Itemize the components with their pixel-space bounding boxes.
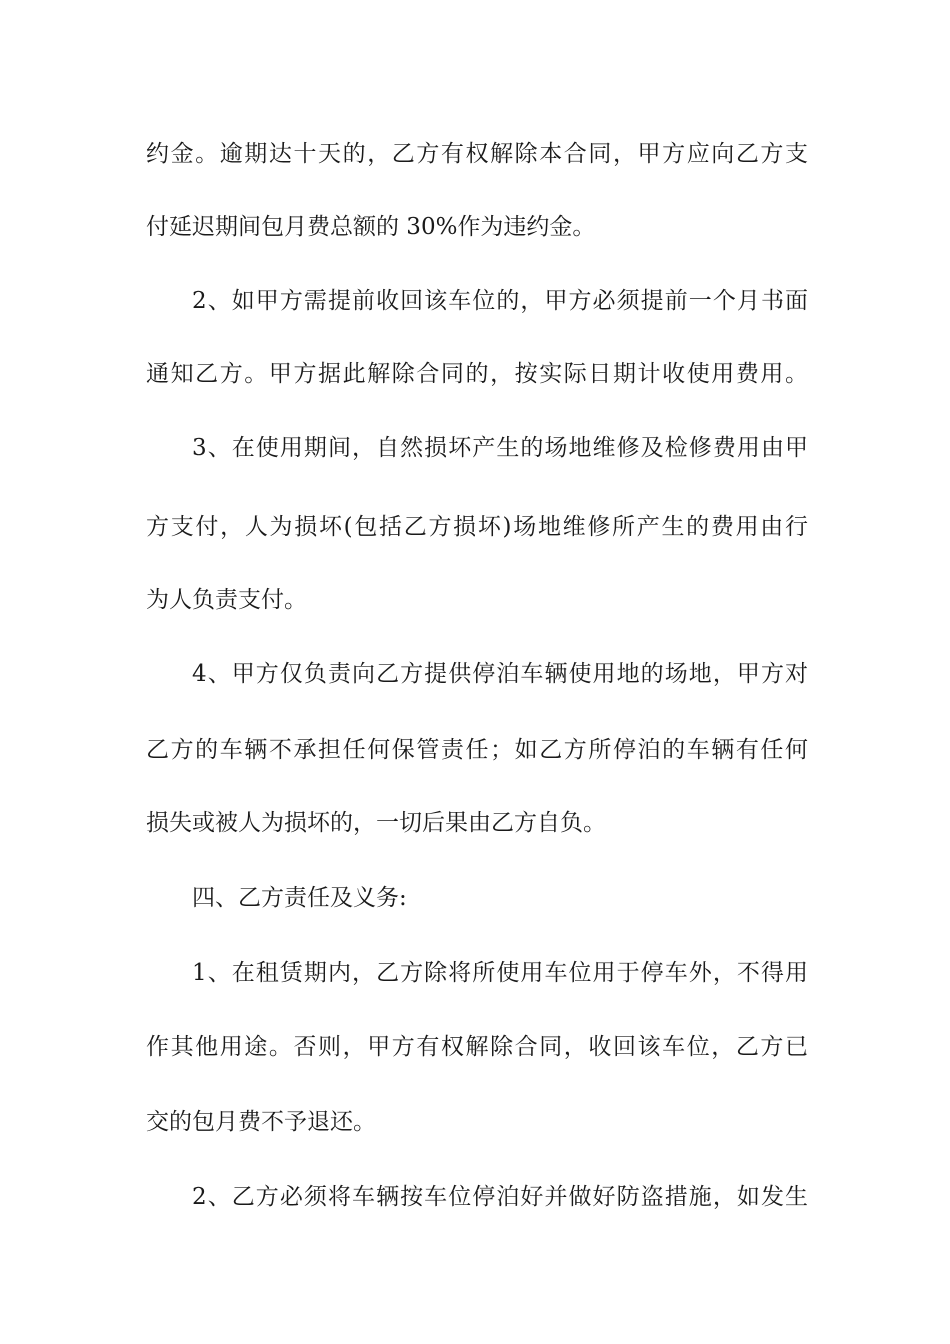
text-line-14: 交的包月费不予退还。	[146, 1109, 376, 1135]
text-line-2: 付延迟期间包月费总额的 30%作为违约金。	[146, 214, 596, 240]
text-line-11: 四、乙方责任及义务:	[192, 885, 407, 911]
text-line-6: 方支付，人为损坏(包括乙方损坏)场地维修所产生的费用由行	[146, 514, 808, 540]
text-line-8: 4、甲方仅负责向乙方提供停泊车辆使用地的场地，甲方对	[192, 661, 808, 687]
text-line-7: 为人负责支付。	[146, 587, 307, 613]
text-line-1: 约金。逾期达十天的，乙方有权解除本合同，甲方应向乙方支	[146, 141, 808, 167]
text-line-4: 通知乙方。甲方据此解除合同的，按实际日期计收使用费用。	[146, 361, 808, 387]
text-line-13: 作其他用途。否则，甲方有权解除合同，收回该车位，乙方已	[146, 1034, 808, 1060]
text-line-12: 1、在租赁期内，乙方除将所使用车位用于停车外，不得用	[192, 960, 808, 986]
text-line-9: 乙方的车辆不承担任何保管责任；如乙方所停泊的车辆有任何	[146, 737, 808, 763]
text-line-10: 损失或被人为损坏的，一切后果由乙方自负。	[146, 810, 606, 836]
text-line-5: 3、在使用期间，自然损坏产生的场地维修及检修费用由甲	[192, 435, 808, 461]
text-line-15: 2、乙方必须将车辆按车位停泊好并做好防盗措施，如发生	[192, 1184, 808, 1210]
text-line-3: 2、如甲方需提前收回该车位的，甲方必须提前一个月书面	[192, 288, 808, 314]
